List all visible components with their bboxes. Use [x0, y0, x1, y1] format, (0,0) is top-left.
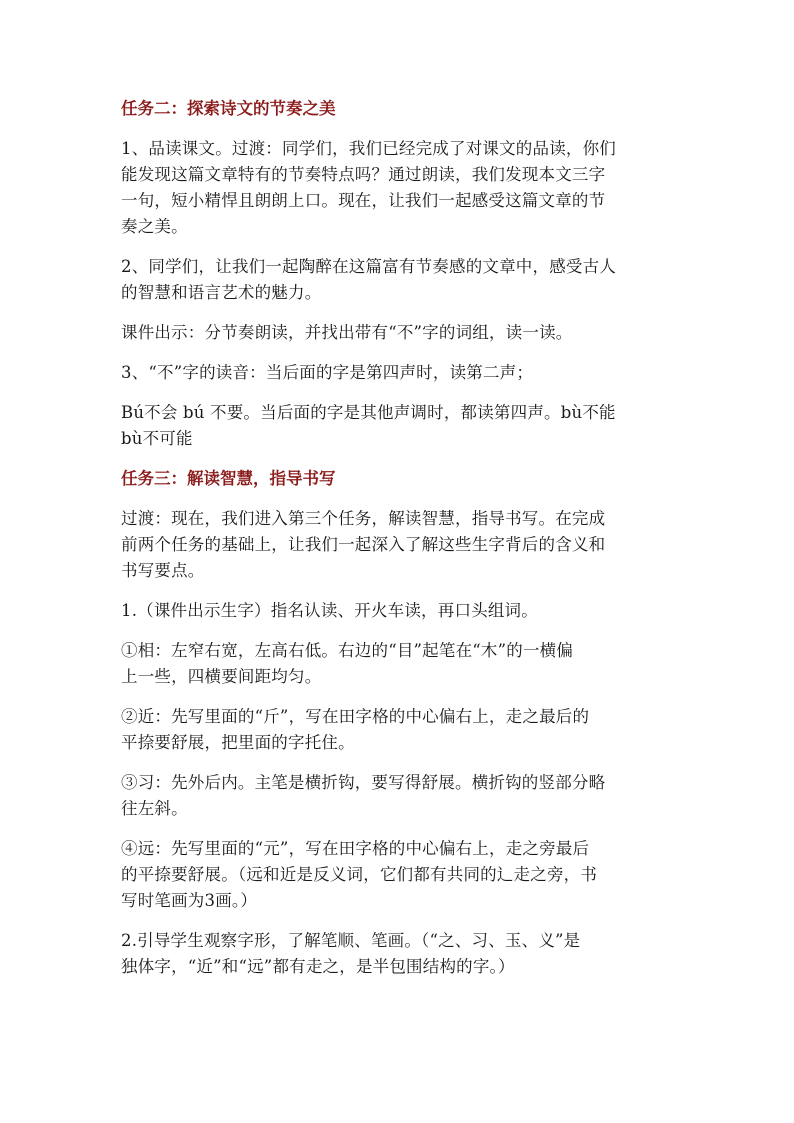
- task2-paragraph-4: [121, 360, 681, 386]
- text-line: 奏之美。: [121, 217, 188, 236]
- text-line: 1.（课件出示生字）指名认读、开火车读，再口头组词。: [121, 601, 538, 620]
- text-line: ①相：左窄右宽，左高右低。右边的“目”起笔在“木”的一横偏: [121, 641, 574, 660]
- text-line: 能发现这篇文章特有的节奏特点吗？通过朗读，我们发现本文三字: [121, 165, 606, 184]
- text-line: 往左斜。: [121, 799, 188, 818]
- task3-paragraph-4: [121, 704, 681, 756]
- task2-paragraph-3: [121, 320, 681, 346]
- text-line: 2、同学们，让我们一起陶醉在这篇富有节奏感的文章中，感受古人: [121, 257, 616, 276]
- task3-paragraph-6: [121, 836, 681, 914]
- text-line: 一句，短小精悍且朗朗上口。现在，让我们一起感受这篇文章的节: [121, 191, 606, 210]
- text-line: 的平捺要舒展。（远和近是反义词，它们都有共同的辶走之旁，书: [121, 865, 598, 884]
- task3-paragraph-1: [121, 506, 681, 584]
- task2-paragraph-1: [121, 136, 681, 240]
- task3-paragraph-2: [121, 598, 681, 624]
- text-line: 过渡：现在，我们进入第三个任务，解读智慧，指导书写。在完成: [121, 509, 606, 528]
- text-line: 平捺要舒展，把里面的字托住。: [121, 733, 355, 752]
- text-line: 写时笔画为3画。）: [121, 891, 258, 910]
- text-line: Bú不会 bú 不要。当后面的字是其他声调时，都读第四声。bù不能: [121, 403, 616, 422]
- task2-paragraph-5: [121, 400, 681, 452]
- task3-paragraph-3: [121, 638, 681, 690]
- text-line: 1、品读课文。过渡：同学们，我们已经完成了对课文的品读，你们: [121, 139, 616, 158]
- task2-paragraph-2: [121, 254, 681, 306]
- task2-heading: 任务二：探索诗文的节奏之美: [121, 99, 336, 118]
- text-line: 独体字，“近”和“远”都有走之，是半包围结构的字。）: [121, 957, 515, 976]
- text-line: 3、“不”字的读音：当后面的字是第四声时，读第二声；: [121, 363, 534, 382]
- text-line: 课件出示：分节奏朗读，并找出带有“不”字的词组，读一读。: [121, 323, 573, 342]
- text-line: bù不可能: [121, 429, 193, 448]
- text-line: ②近：先写里面的“斤”，写在田字格的中心偏右上，走之最后的: [121, 707, 590, 726]
- task3-heading: 任务三：解读智慧，指导书写: [121, 469, 336, 488]
- text-line: 2.引导学生观察字形，了解笔顺、笔画。（“之、习、玉、义”是: [121, 931, 581, 950]
- task3-paragraph-5: [121, 770, 681, 822]
- text-line: 前两个任务的基础上，让我们一起深入了解这些生字背后的含义和: [121, 535, 606, 554]
- text-line: ③习：先外后内。主笔是横折钩，要写得舒展。横折钩的竖部分略: [121, 773, 606, 792]
- text-line: 书写要点。: [121, 561, 205, 580]
- text-line: 的智慧和语言艺术的魅力。: [121, 283, 322, 302]
- text-line: ④远：先写里面的“元”，写在田字格的中心偏右上，走之旁最后: [121, 839, 590, 858]
- document-page: [121, 96, 681, 994]
- text-line: 上一些，四横要间距均匀。: [121, 667, 322, 686]
- task3-paragraph-7: [121, 928, 681, 980]
